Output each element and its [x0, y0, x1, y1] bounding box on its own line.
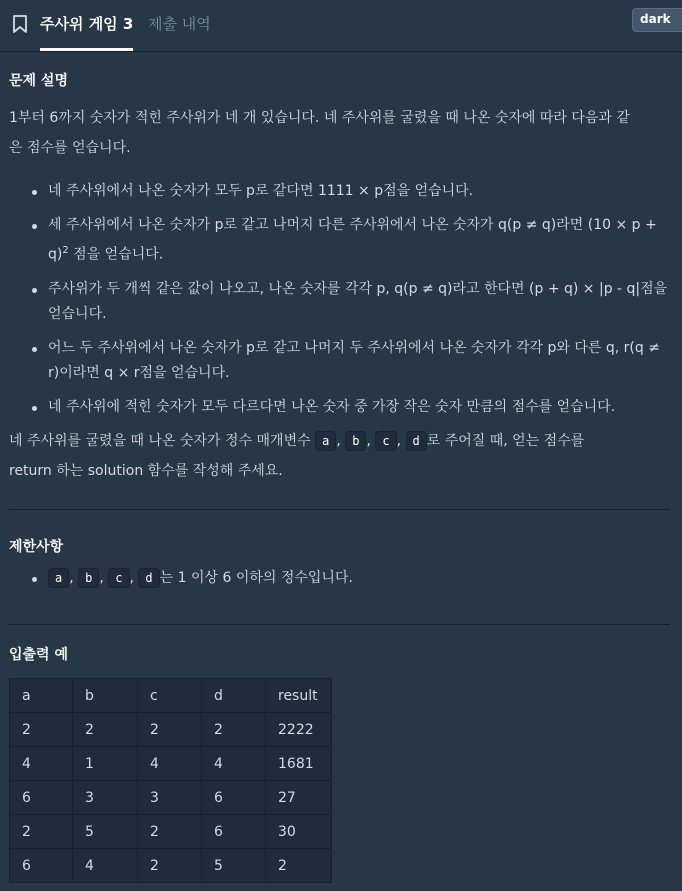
table-header-row: [10, 679, 332, 713]
description-title: 문제 설명: [9, 73, 68, 89]
section-divider: [9, 509, 670, 510]
header-result: result: [266, 679, 332, 713]
intro-line-1: 1부터 6까지 숫자가 적힌 주사위가 네 개 있습니다. 네 주사위를 굴렸을 때 나온 숫자에 따라 다음과 같: [9, 110, 630, 126]
table-row: 4 1 4 4 1681: [10, 747, 332, 781]
header-d: d: [202, 679, 266, 713]
header: [0, 0, 682, 52]
theme-toggle-button[interactable]: [632, 8, 682, 32]
intro-line-2: 은 점수를 얻습니다.: [9, 140, 131, 156]
bookmark-icon[interactable]: [11, 14, 29, 34]
header-a: a: [10, 679, 73, 713]
table-row: 6 4 2 5 2: [10, 849, 332, 883]
outro-line-2: return 하는 solution 함수를 작성해 주세요.: [9, 463, 283, 479]
examples-title: 입출력 예: [9, 647, 68, 663]
table-row: 2 5 2 6 30: [10, 815, 332, 849]
param-a: a: [48, 568, 69, 588]
rule-item: 네 주사위에서 나온 숫자가 모두 p로 같다면 1111 × p점을 얻습니다.: [30, 179, 670, 204]
param-a: a: [315, 431, 336, 451]
rule-item: 주사위가 두 개씩 같은 값이 나오고, 나온 숫자를 각각 p, q(p ≠ q)라고 한다면 (p + q) × |p - q|점을 얻습니다.: [30, 277, 670, 327]
tab-problem[interactable]: 주사위 게임 3: [40, 15, 134, 33]
rule-item: 네 주사위에 적힌 숫자가 모두 다르다면 나온 숫자 중 가장 작은 숫자 만큼의 점수를 얻습니다.: [30, 395, 670, 420]
constraints-title: 제한사항: [9, 539, 64, 555]
header-c: c: [138, 679, 202, 713]
rule-item: 어느 두 주사위에서 나온 숫자가 p로 같고 나머지 두 주사위에서 나온 숫자가 각각 p와 다른 q, r(q ≠ r)이라면 q × r점을 얻습니다.: [30, 336, 670, 386]
param-c: c: [108, 568, 129, 588]
section-divider: [9, 624, 670, 625]
param-d: d: [138, 568, 159, 588]
constraints-list: [30, 566, 670, 600]
active-tab-indicator: [40, 48, 133, 51]
table-row: 2 2 2 2 2222: [10, 713, 332, 747]
param-b: b: [78, 568, 99, 588]
examples-table: [9, 678, 332, 883]
table-row: 6 3 3 6 27: [10, 781, 332, 815]
tab-submissions[interactable]: 제출 내역: [148, 15, 211, 33]
rules-list: [30, 179, 670, 429]
theme-label: dark: [640, 12, 671, 26]
rule-item: 세 주사위에서 나온 숫자가 p로 같고 나머지 다른 주사위에서 나온 숫자가 q(p ≠ q)라면 $(10 \times p + q)^2$ 점을 얻습니다.: [30, 213, 670, 268]
constraint-item: a , b , c , d 는 1 이상 6 이하의 정수입니다.: [30, 566, 670, 591]
description-outro: 네 주사위를 굴렸을 때 나온 숫자가 정수 매개변수 a , b , c , d 로 주어질 때, 얻는 점수를 return 하는 solution 함수를 작성해 주세요.: [9, 426, 669, 486]
header-b: b: [73, 679, 138, 713]
param-b: b: [345, 431, 366, 451]
param-d: d: [406, 431, 427, 451]
param-c: c: [375, 431, 396, 451]
description-intro: [9, 103, 669, 163]
